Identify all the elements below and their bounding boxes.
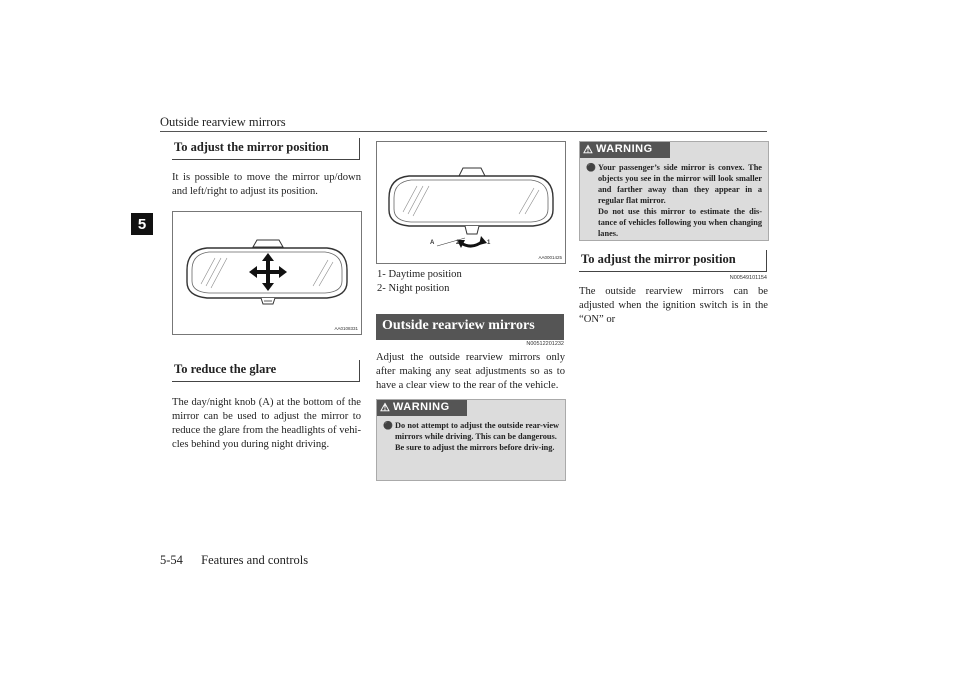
page-header-title: Outside rearview mirrors [160,115,286,129]
reference-code: N00512201232 [526,341,564,347]
header-rule [160,131,767,132]
section-heading-mirror-position: To adjust the mirror position [172,138,360,160]
section-heading-reduce-glare: To reduce the glare [172,360,360,382]
figure-id: AA0108331 [334,326,358,331]
warning-triangle-icon: ⚠ [380,402,390,414]
bullet-icon: ⚫ [586,163,596,172]
figure-day-night-knob [376,141,566,264]
paragraph-mirror-position: It is possible to move the mirror up/down and left/right to adjust its position. [172,172,361,197]
page-footer [160,553,308,568]
bullet-icon: ⚫ [383,421,393,430]
chapter-tab: 5 [131,213,153,235]
page-number: 5-54 [160,553,183,567]
section-heading-outside-mirrors: Outside rearview mirrors [376,314,564,340]
reference-code: N00549101154 [729,275,767,281]
list-item: 2- Night position [377,283,450,294]
figure-id: AA0001425 [538,255,562,260]
label-2: 2 [456,240,460,246]
list-item: 1- Daytime position [377,269,462,280]
paragraph-outside-adjust: The outside rearview mirrors can be adjusted when the ignition switch is in the “ON” or [579,286,768,325]
warning-header: ⚠ WARNING [377,400,467,416]
day-night-knob-illustration [377,142,565,263]
footer-section: Features and controls [201,553,309,567]
paragraph-reduce-glare: The day/night knob (A) at the bottom of the mirror can be used to adjust the mirror to reduce the glare from the headlights of vehi-cles behind you during night driving. [172,397,361,450]
warning-header: ⚠ WARNING [580,142,670,158]
position-list [377,268,565,296]
warning-box-adjust: ⚠ WARNING ⚫ Do not attempt to adjust the outside rear-view mirrors while driving. This can be dangerous. Be sure to adjust the mirrors before driv-ing. [376,399,566,481]
mirror-adjust-illustration [173,212,361,334]
paragraph-outside-mirrors: Adjust the outside rearview mirrors only after making any seat adjustments so as to have a clear view to the rear of the vehicle. [376,352,565,391]
section-heading-outside-adjust: To adjust the mirror position [579,250,767,272]
warning-box-convex: ⚠ WARNING ⚫ Your passenger’s side mirror is convex. The objects you see in the mirror will look smaller and farther away than they appear in a regular flat mirror. Do not use this mirror to estimate the dis-tance of vehicles following you when changing lanes. [579,141,769,241]
warning-triangle-icon: ⚠ [583,144,593,156]
label-a: A [430,240,435,246]
figure-inside-mirror-adjust [172,211,362,335]
label-1: 1 [487,240,491,246]
